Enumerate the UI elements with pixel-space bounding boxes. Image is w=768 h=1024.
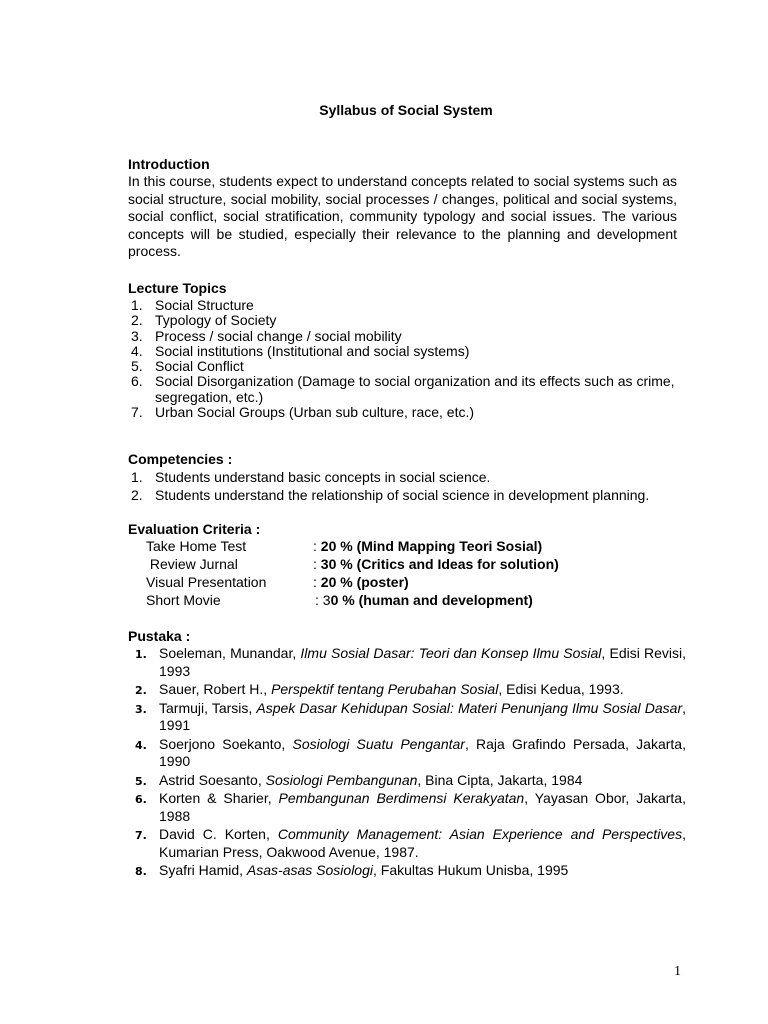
list-number: 4.: [131, 342, 143, 359]
list-number: 2.: [131, 312, 143, 329]
pustaka-list: [128, 645, 686, 881]
list-text: Process / social change / social mobility: [155, 327, 402, 344]
list-text: Typology of Society: [155, 312, 277, 329]
reference-number: 2.: [135, 684, 147, 697]
reference-item: 5. Astrid Soesanto, Sosiologi Pembangunan, Bina Cipta, Jakarta, 1984: [128, 772, 686, 790]
evaluation-label: Visual Presentation: [146, 574, 267, 590]
list-item: [128, 468, 688, 486]
list-text: Social Structure: [155, 297, 254, 313]
list-item: [128, 405, 688, 420]
reference-title: Community Management: Asian Experience and Perspectives: [277, 826, 683, 842]
reference-number: 3.: [135, 702, 147, 716]
reference-title: Ilmu Sosial Dasar: Teori dan Konsep Ilmu Sosial: [300, 645, 602, 661]
reference-number: 8.: [135, 865, 147, 878]
list-text: Urban Social Groups (Urban sub culture, race, etc.): [155, 404, 475, 421]
evaluation-value: : 20 % (poster): [313, 574, 409, 590]
list-item: [128, 329, 688, 344]
introduction-text: In this course, students expect to understand concepts related to social systems such as social structure, social mobility, social processes / changes, political and social systems, social conflict, social stratification, community typology and social issues. The various concepts will be studied, especially their relevance to the planning and development process.: [128, 173, 677, 259]
list-text: Social Conflict: [155, 358, 244, 375]
reference-item: 7. David C. Korten, Community Management: Asian Experience and Perspectives, Kumarian Press, Oakwood Avenue, 1987.: [135, 826, 686, 860]
pustaka-heading: Pustaka :: [128, 628, 191, 644]
page-title: Syllabus of Social System: [319, 102, 493, 118]
reference-number: 1.: [135, 648, 147, 661]
list-item: [128, 486, 688, 504]
list-item: [128, 359, 688, 374]
list-number: 5.: [131, 358, 143, 375]
evaluation-heading: Evaluation Criteria :: [128, 521, 261, 537]
evaluation-label: Take Home Test: [146, 538, 247, 554]
page-number: 1: [674, 964, 681, 979]
list-number: 1.: [131, 297, 143, 313]
list-item: [128, 313, 688, 328]
evaluation-label: Review Jurnal: [146, 556, 238, 572]
evaluation-value: : 30 % (human and development): [315, 592, 533, 608]
evaluation-value: : 30 % (Critics and Ideas for solution): [313, 556, 559, 572]
reference-title: Aspek Dasar Kehidupan Sosial: Materi Penunjang Ilmu Sosial Dasar: [256, 699, 683, 716]
list-item: [128, 298, 688, 313]
reference-item: 2. Sauer, Robert H., Perspektif tentang Perubahan Sosial, Edisi Kedua, 1993.: [128, 681, 686, 699]
list-item: [128, 374, 688, 405]
list-item: [128, 344, 688, 359]
list-text: Students understand the relationship of social science in development planning.: [155, 487, 650, 503]
reference-title: Sosiologi Pembangunan: [265, 771, 418, 788]
reference-number: 7.: [135, 829, 147, 842]
list-number: 7.: [131, 404, 143, 421]
reference-item: 8. Syafri Hamid, Asas-asas Sosiologi, Fakultas Hukum Unisba, 1995: [128, 862, 686, 880]
reference-item: 1. Soeleman, Munandar, Ilmu Sosial Dasar: Teori dan Konsep Ilmu Sosial, Edisi Revisi, 1993: [135, 645, 686, 679]
reference-item: 3. Tarmuji, Tarsis, Aspek Dasar Kehidupan Sosial: Materi Penunjang Ilmu Sosial Dasar, 1991: [135, 699, 686, 733]
list-text: Social Disorganization (Damage to social organization and its effects such as crime, segregation, etc.): [155, 373, 675, 405]
list-number: 3.: [131, 327, 143, 344]
reference-title: Asas-asas Sosiologi: [246, 862, 373, 878]
list-text: Students understand basic concepts in social science.: [155, 469, 491, 485]
competencies-heading: Competencies :: [128, 451, 233, 467]
reference-title: Perspektif tentang Perubahan Sosial: [271, 681, 499, 697]
reference-item: 6. Korten & Sharier, Pembangunan Berdimensi Kerakyatan, Yayasan Obor, Jakarta, 1988: [135, 790, 686, 824]
introduction-heading: Introduction: [128, 156, 210, 172]
reference-number: 4.: [135, 738, 147, 752]
evaluation-label: Short Movie: [146, 592, 221, 608]
reference-title: Pembangunan Berdimensi Kerakyatan: [278, 790, 525, 806]
competencies-list: [128, 468, 688, 504]
list-number: 6.: [131, 373, 143, 390]
reference-title: Sosiologi Suatu Pengantar: [292, 735, 465, 752]
reference-number: 6.: [135, 793, 147, 806]
lecture-topics-heading: Lecture Topics: [128, 280, 227, 296]
list-number: 2.: [131, 487, 143, 503]
reference-number: 5.: [135, 774, 147, 788]
reference-item: 4. Soerjono Soekanto, Sosiologi Suatu Pengantar, Raja Grafindo Persada, Jakarta, 1990: [135, 735, 686, 769]
list-number: 1.: [131, 469, 143, 485]
list-text: Social institutions (Institutional and social systems): [155, 342, 470, 359]
lecture-topics-list: [128, 298, 688, 420]
evaluation-value: : 20 % (Mind Mapping Teori Sosial): [313, 538, 543, 554]
